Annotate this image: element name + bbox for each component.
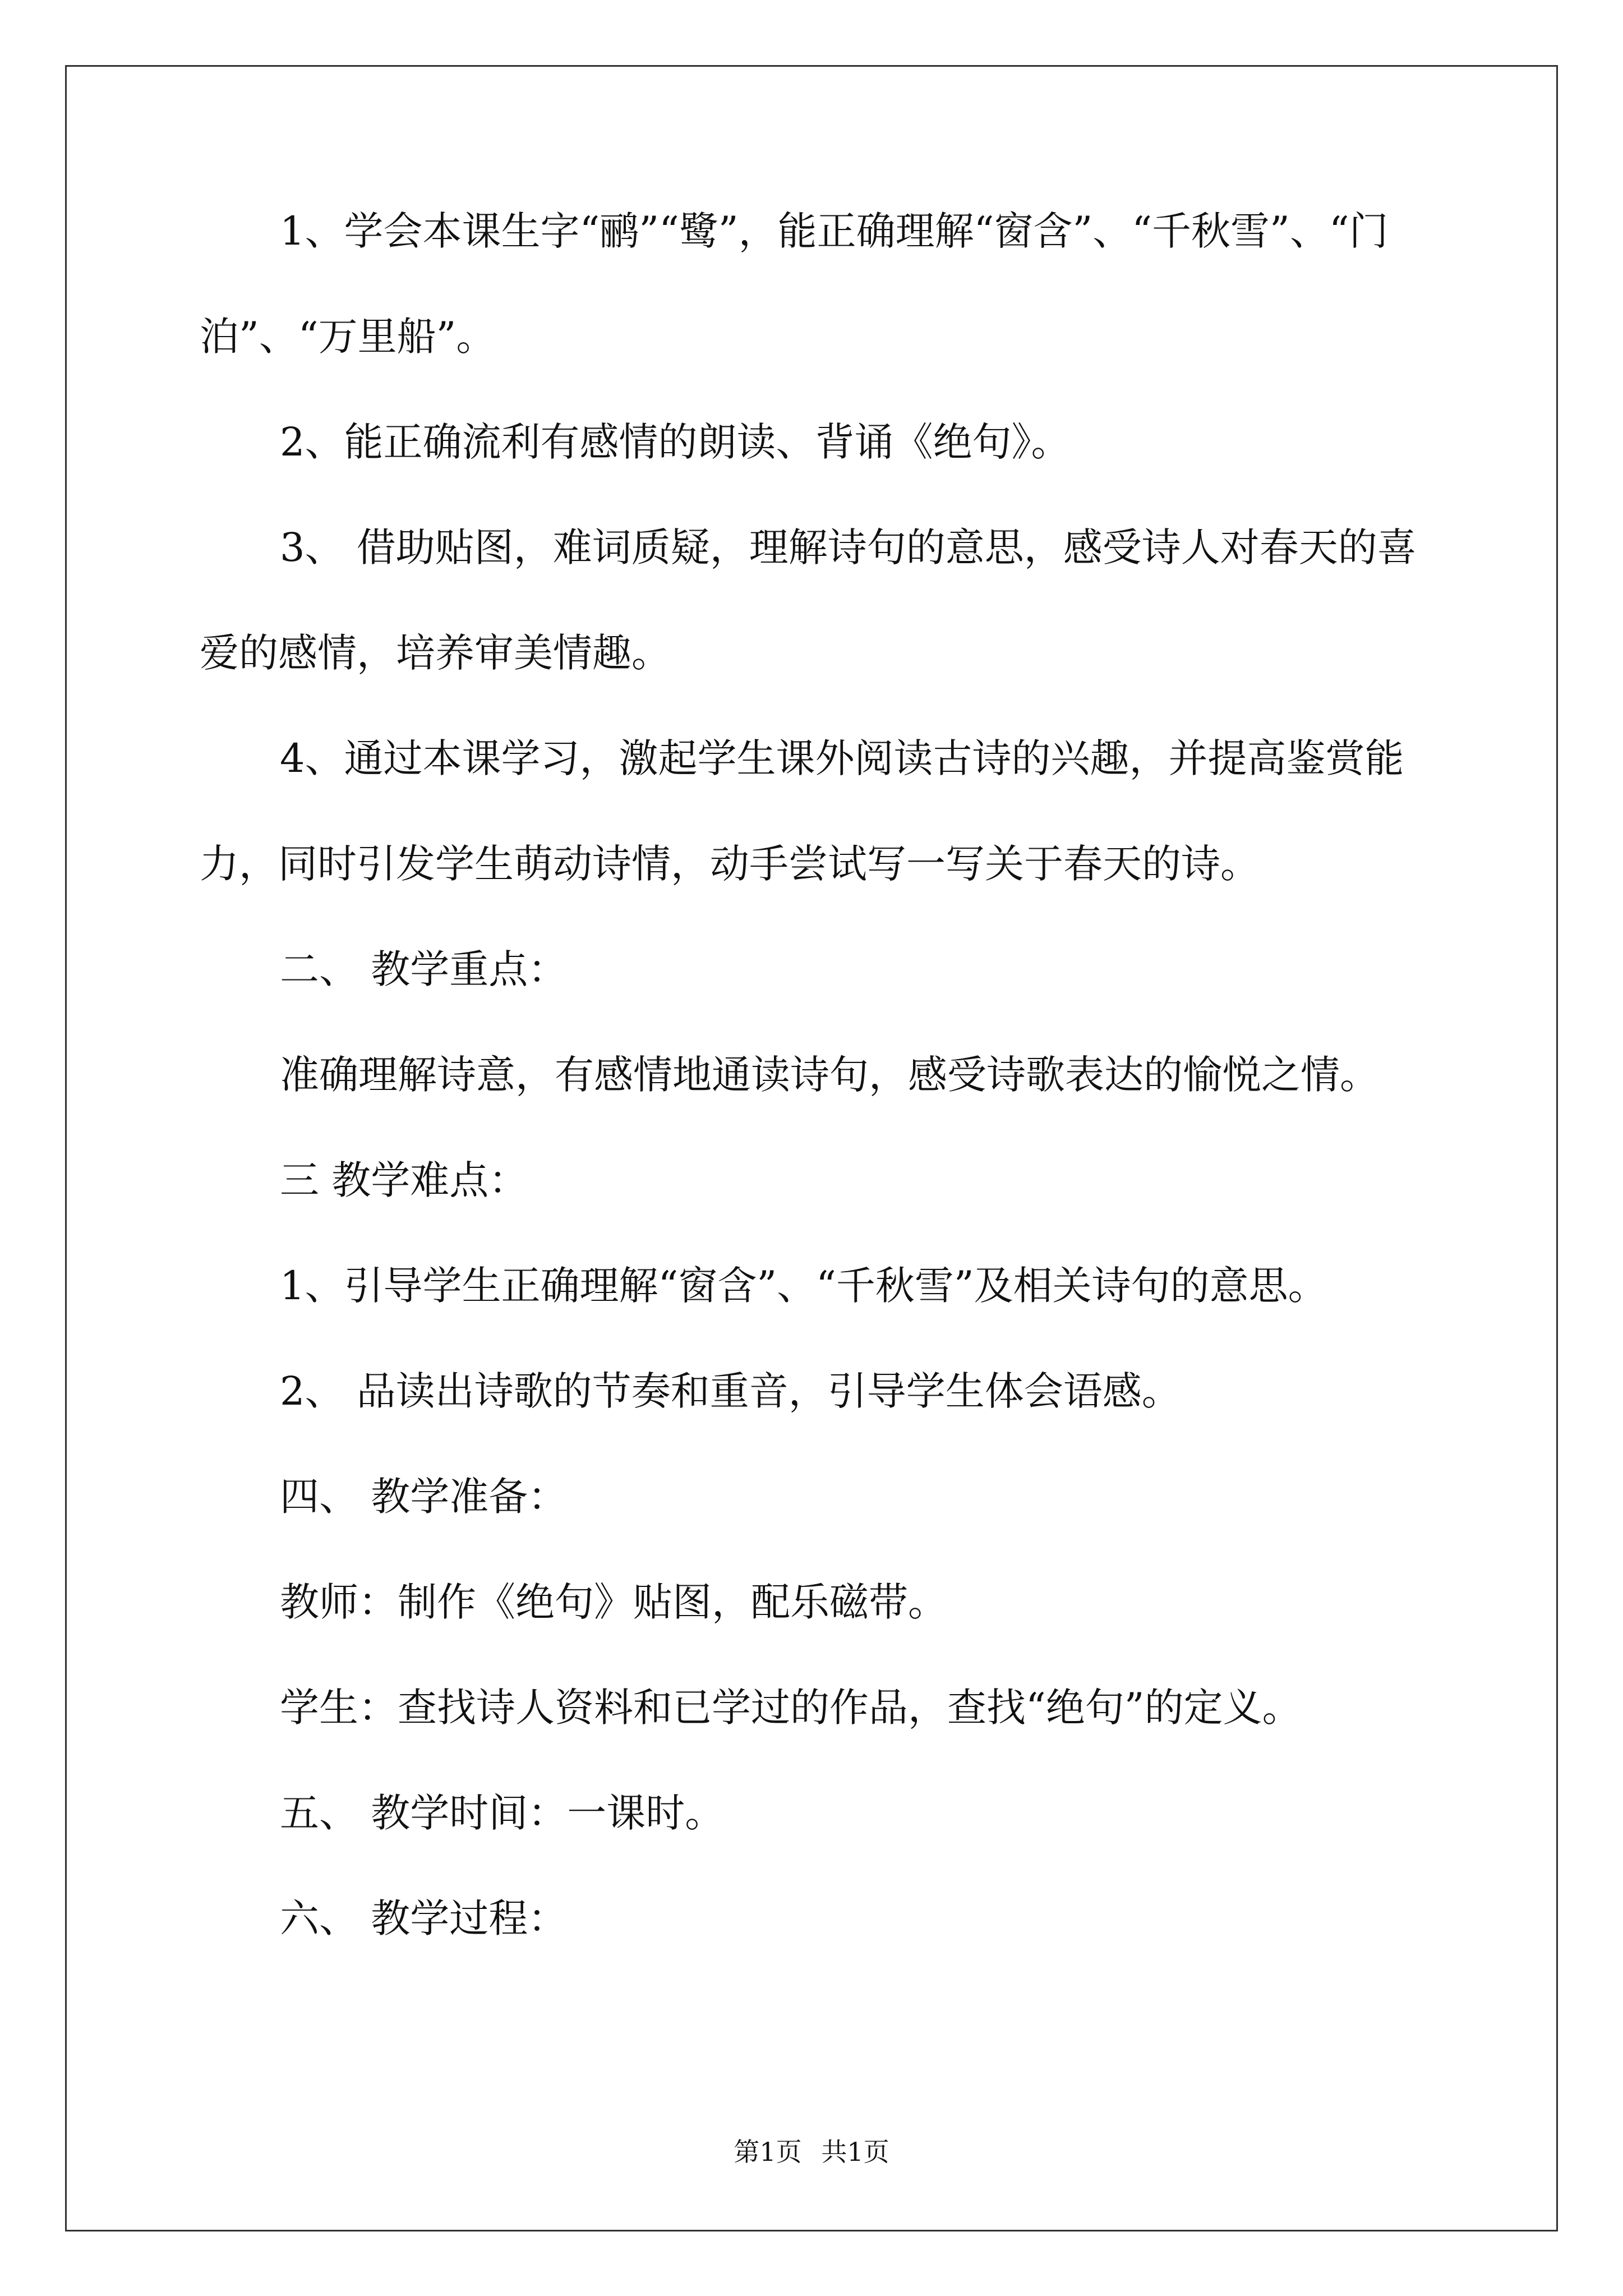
section-heading-key-points: 二、 教学重点： (280, 946, 568, 992)
paragraph-teacher-prep: 教师：制作《绝句》贴图，配乐磁带。 (280, 1579, 947, 1625)
section-heading-preparation: 四、 教学准备： (280, 1474, 568, 1520)
paragraph-difficulty-1: 1、引导学生正确理解“窗含”、“千秋雪”及相关诗句的意思。 (280, 1263, 1327, 1309)
paragraph-3: 3、 借助贴图，难词质疑，理解诗句的意思，感受诗人对春天的喜爱的感情，培养审美情趣。 (200, 524, 1417, 676)
paragraph-difficulty-2: 2、 品读出诗歌的节奏和重音，引导学生体会语感。 (280, 1368, 1181, 1414)
paragraph-4: 4、通过本课学习，激起学生课外阅读古诗的兴趣，并提高鉴赏能力，同时引发学生萌动诗情，动手尝试写一写关于春天的诗。 (200, 735, 1404, 887)
paragraph-1: 1、学会本课生字“鹂”“鹭”，能正确理解“窗含”、“千秋雪”、“门泊”、“万里船”。 (200, 208, 1389, 360)
section-heading-process: 六、 教学过程： (280, 1895, 568, 1941)
paragraph-student-prep: 学生：查找诗人资料和已学过的作品，查找“绝句”的定义。 (280, 1685, 1302, 1731)
page-number-total: 共1页 (821, 2137, 889, 2167)
paragraph-key-points: 准确理解诗意，有感情地通读诗句，感受诗歌表达的愉悦之情。 (280, 1052, 1379, 1098)
page-number-current: 第1页 (734, 2137, 802, 2167)
section-heading-time: 五、 教学时间：一课时。 (280, 1790, 725, 1836)
paragraph-2: 2、能正确流利有感情的朗读、背诵《绝句》。 (280, 419, 1071, 465)
section-heading-difficulties: 三 教学难点： (280, 1157, 528, 1203)
page-footer (0, 2132, 1623, 2169)
